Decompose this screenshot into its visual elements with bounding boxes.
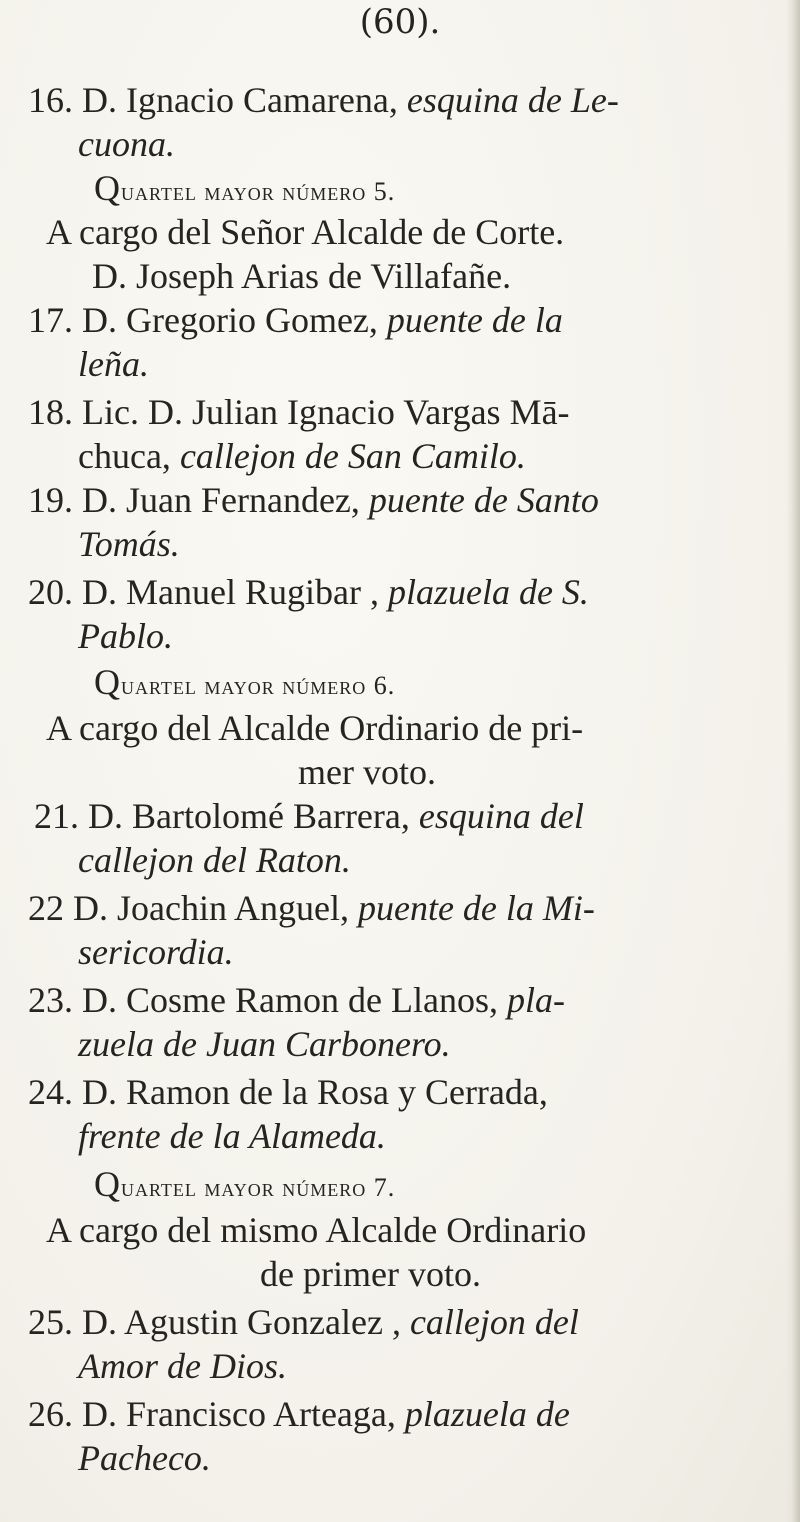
heading-initial: Q (94, 662, 121, 702)
text-italic: puente de Santo (368, 480, 599, 520)
entry-line (28, 480, 599, 520)
entry-line (28, 392, 570, 432)
page-number: (60). (359, 2, 441, 42)
text-italic: Pacheco. (78, 1438, 211, 1478)
text-plain: chuca, (78, 436, 180, 476)
page-edge-shadow (786, 0, 800, 1522)
entry-line (28, 980, 565, 1020)
entry-line (28, 1072, 548, 1112)
section-heading (94, 168, 395, 212)
entry-line (78, 1116, 386, 1156)
text-plain: 26. D. Francisco Arteaga, (28, 1394, 405, 1434)
entry-line (298, 752, 436, 792)
entry-line (92, 256, 511, 296)
text-plain: 17. D. Gregorio Gomez, (28, 300, 387, 340)
text-plain: A cargo del Señor Alcalde de Corte. (46, 212, 565, 252)
entry-line (78, 524, 180, 564)
text-italic: callejon del (409, 1302, 579, 1342)
text-plain: 16. D. Ignacio Camarena, (28, 80, 407, 120)
text-plain: 21. D. Bartolomé Barrera, (34, 796, 419, 836)
text-plain: 19. D. Juan Fernandez, (28, 480, 369, 520)
text-italic: Pablo. (78, 616, 173, 656)
text-italic: Tomás. (78, 524, 180, 564)
text-plain: 25. D. Agustin Gonzalez , (28, 1302, 410, 1342)
entry-line (78, 932, 234, 972)
text-italic: Amor de Dios. (78, 1346, 287, 1386)
heading-initial: Q (94, 1164, 121, 1204)
entry-line (28, 572, 589, 612)
section-heading (94, 662, 395, 706)
entry-line (34, 796, 584, 836)
entry-line (28, 1302, 579, 1342)
text-italic: sericordia. (78, 932, 234, 972)
text-italic: pla- (506, 980, 565, 1020)
text-plain: 23. D. Cosme Ramon de Llanos, (28, 980, 507, 1020)
entry-line (46, 708, 583, 748)
entry-line (28, 300, 563, 340)
text-italic: esquina del (418, 796, 584, 836)
text-plain: D. Joseph Arias de Villafañe. (92, 256, 512, 296)
text-italic: plazuela de S. (387, 572, 589, 612)
text-italic: esquina de Le- (406, 80, 619, 120)
text-plain: 18. Lic. D. Julian Ignacio Vargas Mā- (28, 392, 570, 432)
entry-line (78, 616, 173, 656)
entry-line (28, 1394, 570, 1434)
entry-line (78, 1346, 287, 1386)
entry-line (78, 1024, 451, 1064)
text-plain: 22 D. Joachin Anguel, (28, 888, 358, 928)
text-italic: plazuela de (404, 1394, 570, 1434)
text-plain: A cargo del mismo Alcalde Ordinario (46, 1210, 587, 1250)
entry-line (78, 436, 526, 476)
entry-line (78, 124, 175, 164)
text-italic: callejon de San Camilo. (179, 436, 526, 476)
text-plain: 20. D. Manuel Rugibar , (28, 572, 388, 612)
entry-line (28, 888, 595, 928)
entry-line (46, 1210, 586, 1250)
entry-line (260, 1254, 481, 1294)
entry-line (78, 1438, 211, 1478)
text-italic: zuela de Juan Carbonero. (78, 1024, 451, 1064)
section-heading (94, 1164, 395, 1208)
text-italic: callejon del Raton. (78, 840, 351, 880)
text-italic: cuona. (78, 124, 175, 164)
heading-rest: uartel mayor número 6. (121, 671, 396, 700)
text-italic: puente de la Mi- (357, 888, 595, 928)
entry-line (28, 80, 619, 120)
heading-rest: uartel mayor número 5. (121, 177, 396, 206)
text-plain: 24. D. Ramon de la Rosa y Cerrada, (28, 1072, 548, 1112)
entry-line (78, 344, 149, 384)
text-plain: A cargo del Alcalde Ordinario de pri- (46, 708, 584, 748)
text-plain: de primer voto. (260, 1254, 481, 1294)
text-italic: puente de la (386, 300, 563, 340)
text-italic: leña. (78, 344, 149, 384)
text-plain: mer voto. (298, 752, 436, 792)
entry-line (78, 840, 351, 880)
heading-rest: uartel mayor número 7. (121, 1173, 396, 1202)
heading-initial: Q (94, 168, 121, 208)
entry-line (46, 212, 564, 252)
text-italic: frente de la Alameda. (78, 1116, 386, 1156)
